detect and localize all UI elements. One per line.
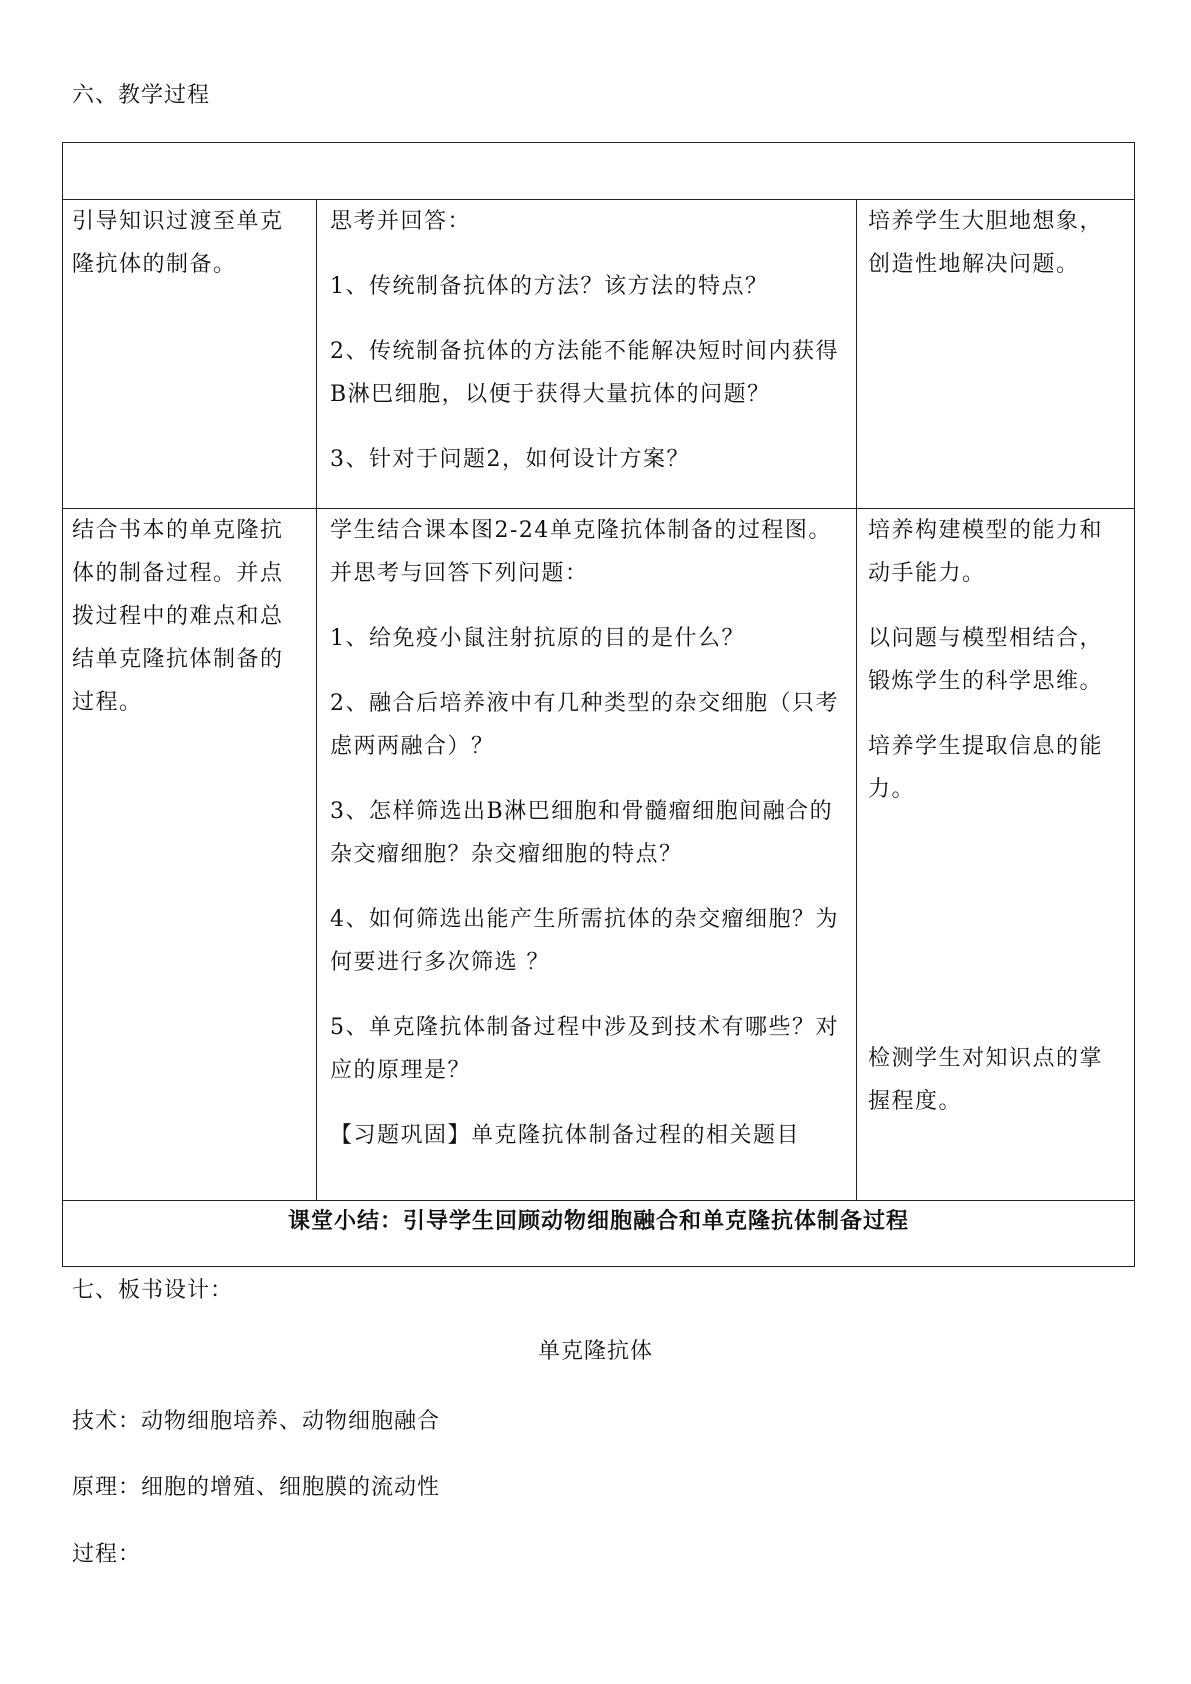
row2-question-5: 5、单克隆抗体制备过程中涉及到技术有哪些？对应的原理是？	[330, 1015, 839, 1083]
row2-teacher-activity: 结合书本的单克隆抗体的制备过程。并点拨过程中的难点和总结单克隆抗体制备的过程。	[72, 518, 284, 715]
row2-intent-3: 培养学生提取信息的能力。	[868, 734, 1104, 802]
section-6-heading: 六、教学过程	[72, 83, 211, 108]
row2-intent-4: 检测学生对知识点的掌握程度。	[868, 1046, 1104, 1114]
row1-design-intent: 培养学生大胆地想象，创造性地解决问题。	[868, 209, 1104, 277]
section-7-heading: 七、板书设计：	[72, 1278, 234, 1303]
row2-question-4: 4、如何筛选出能产生所需抗体的杂交瘤细胞？为何要进行多次筛选 ？	[330, 907, 839, 975]
board-title: 单克隆抗体	[537, 1339, 653, 1364]
row1-student-activity	[330, 200, 850, 481]
board-process: 过程：	[72, 1542, 142, 1567]
row2-design-intent	[868, 509, 1120, 811]
row2-intent-1: 培养构建模型的能力和动手能力。	[868, 518, 1104, 586]
board-principle: 原理：细胞的增殖、细胞膜的流动性	[72, 1475, 441, 1500]
row2-question-1: 1、给免疫小鼠注射抗原的目的是什么？	[330, 626, 745, 651]
row1-question-1: 1、传统制备抗体的方法？该方法的特点？	[330, 274, 769, 299]
row2-question-2: 2、融合后培养液中有几种类型的杂交细胞（只考虑两两融合）？	[330, 691, 839, 759]
board-technique: 技术：动物细胞培养、动物细胞融合	[72, 1409, 441, 1434]
row2-student-activity	[330, 509, 850, 1157]
row1-teacher-activity: 引导知识过渡至单克隆抗体的制备。	[72, 209, 284, 277]
row1-question-2: 2、传统制备抗体的方法能不能解决短时间内获得B淋巴细胞，以便于获得大量抗体的问题？	[330, 339, 839, 407]
row2-student-intro: 学生结合课本图2-24单克隆抗体制备的过程图。并思考与回答下列问题：	[330, 518, 832, 586]
row2-question-3: 3、怎样筛选出B淋巴细胞和骨髓瘤细胞间融合的杂交瘤细胞？杂交瘤细胞的特点？	[330, 799, 834, 867]
row2-intent-2: 以问题与模型相结合，锻炼学生的科学思维。	[868, 626, 1104, 694]
row1-question-3: 3、针对于问题2，如何设计方案？	[330, 447, 690, 472]
class-summary: 课堂小结：引导学生回顾动物细胞融合和单克隆抗体制备过程	[287, 1209, 909, 1234]
row1-student-intro: 思考并回答：	[330, 209, 472, 234]
row2-exercise: 【习题巩固】单克隆抗体制备过程的相关题目	[330, 1123, 801, 1148]
